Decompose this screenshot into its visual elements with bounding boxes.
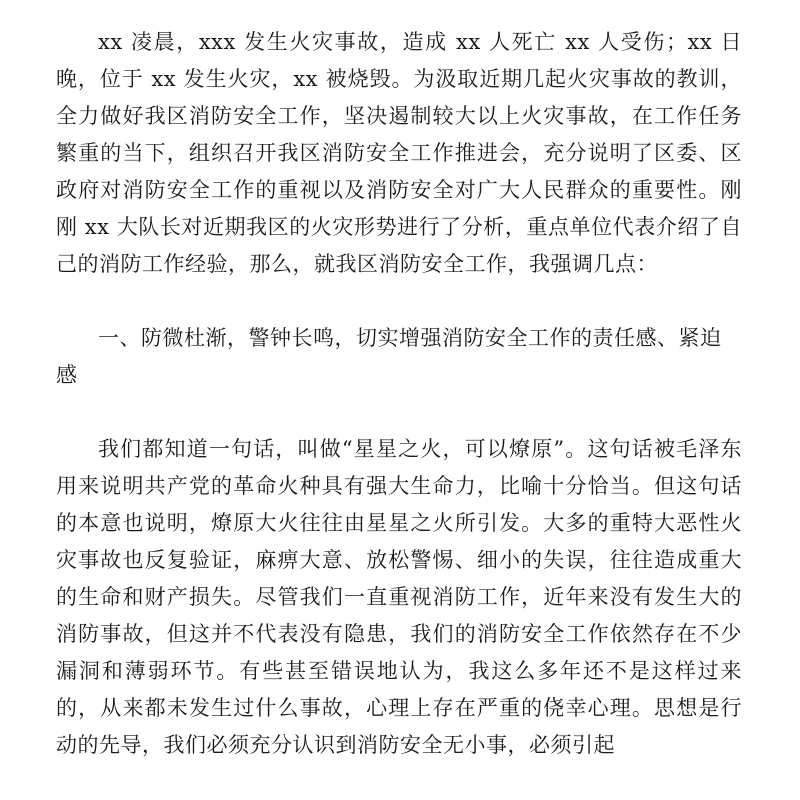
paragraph-intro: xx 凌晨，xxx 发生火灾事故，造成 xx 人死亡 xx 人受伤；xx 日晚，位于 xx 发生火灾，xx 被烧毁。为汲取近期几起火灾事故的教训，全力做好我区消防安全工作，坚决遏制较大以上火灾事故，在工作任务繁重的当下，组织召开我区消防安全工作推进会，充分说明了区委、区政府对消防安全工作的重视以及消防安全对广大人民群众的重要性。刚刚 xx 大队长对近期我区的火灾形势进行了分析，重点单位代表介绍了自己的消防工作经验，那么，就我区消防安全工作，我强调几点： — [56, 30, 742, 276]
paragraph-body: 我们都知道一句话，叫做“星星之火，可以燎原”。这句话被毛泽东用来说明共产党的革命火种具有强大生命力，比喻十分恰当。但这句话的本意也说明，燎原大火往往由星星之火所引发。大多的重特大恶性火灾事故也反复验证，麻痹大意、放松警惕、细小的失误，往往造成重大的生命和财产损失。尽管我们一直重视消防工作，近年来没有发生大的消防事故，但这并不代表没有隐患，我们的消防安全工作依然存在不少漏洞和薄弱环节。有些甚至错误地认为，我这么多年还不是这样过来的，从来都未发生过什么事故，心理上存在严重的侥幸心理。思想是行动的先导，我们必须充分认识到消防安全无小事，必须引起 — [56, 437, 742, 757]
section-heading-1: 一、防微杜渐，警钟长鸣，切实增强消防安全工作的责任感、紧迫感 — [56, 326, 722, 387]
